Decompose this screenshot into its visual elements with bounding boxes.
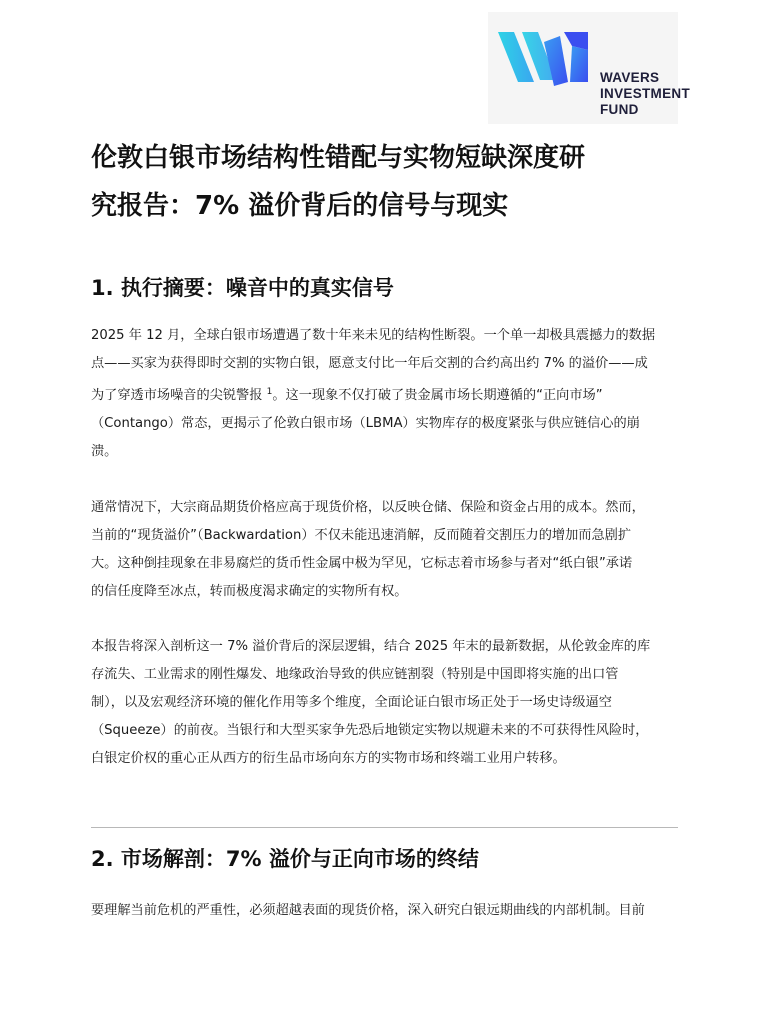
section-1-paragraph-2 (91, 494, 691, 606)
logo-line-3: FUND (600, 102, 639, 117)
paragraph-line: 大。这种倒挂现象在非易腐烂的货币性金属中极为罕见，它标志着市场参与者对“纸白银”承诺 (91, 556, 633, 571)
paragraph-line: 制），以及宏观经济环境的催化作用等多个维度，全面论证白银市场正处于一场史诗级逼空 (91, 695, 612, 710)
paragraph-line (91, 378, 691, 410)
paragraph-line: 溃。 (91, 444, 118, 459)
section-2-heading: 2. 市场解剖：7% 溢价与正向市场的终结 (91, 847, 479, 871)
section-1-paragraph-3 (91, 633, 691, 773)
logo-line-1: WAVERS (600, 70, 660, 85)
paragraph-line: 白银定价权的重心正从西方的衍生品市场向东方的实物市场和终端工业用户转移。 (91, 751, 566, 766)
page-title (91, 134, 691, 230)
logo-line-2: INVESTMENT (600, 86, 691, 101)
logo-wordmark (600, 70, 690, 118)
paragraph-line: 的信任度降至冰点，转而极度渴求确定的实物所有权。 (91, 584, 408, 599)
title-line-2: 究报告：7% 溢价背后的信号与现实 (91, 191, 509, 221)
paragraph-line: （Squeeze）的前夜。当银行和大型买家争先恐后地锁定实物以规避未来的不可获得性风险时， (91, 723, 649, 738)
paragraph-line: 通常情况下，大宗商品期货价格应高于现货价格，以反映仓储、保险和资金占用的成本。然而， (91, 500, 645, 515)
paragraph-line: 存流失、工业需求的刚性爆发、地缘政治导致的供应链割裂（特别是中国即将实施的出口管 (91, 667, 619, 682)
paragraph-text: 为了穿透市场噪音的尖锐警报 (91, 388, 267, 403)
section-1-paragraph-1 (91, 322, 691, 466)
title-line-1: 伦敦白银市场结构性错配与实物短缺深度研 (91, 143, 586, 173)
paragraph-line: （Contango）常态，更揭示了伦敦白银市场（LBMA）实物库存的极度紧张与供应链信心的崩 (91, 416, 640, 431)
paragraph-line: 点——买家为获得即时交割的实物白银，愿意支付比一年后交割的合约高出约 7% 的溢价——成 (91, 356, 648, 371)
paragraph-line: 本报告将深入剖析这一 7% 溢价背后的深层逻辑，结合 2025 年末的最新数据，从伦敦金库的库 (91, 639, 651, 654)
paragraph-line: 当前的“现货溢价”（Backwardation）不仅未能迅速消解，反而随着交割压力的增加而急剧扩 (91, 528, 632, 543)
paragraph-line: 2025 年 12 月，全球白银市场遭遇了数十年来未见的结构性断裂。一个单一却极具震撼力的数据 (91, 328, 656, 343)
section-2-paragraph-1 (91, 897, 691, 925)
section-1-heading: 1. 执行摘要：噪音中的真实信号 (91, 276, 394, 300)
paragraph-text: 。这一现象不仅打破了贵金属市场长期遵循的“正向市场” (272, 388, 603, 403)
logo (488, 12, 691, 124)
wavers-logo-icon (498, 32, 594, 86)
paragraph-line: 要理解当前危机的严重性，必须超越表面的现货价格，深入研究白银远期曲线的内部机制。目前 (91, 903, 645, 918)
footnote-ref-1[interactable]: 1 (266, 387, 273, 397)
section-divider (91, 827, 678, 828)
